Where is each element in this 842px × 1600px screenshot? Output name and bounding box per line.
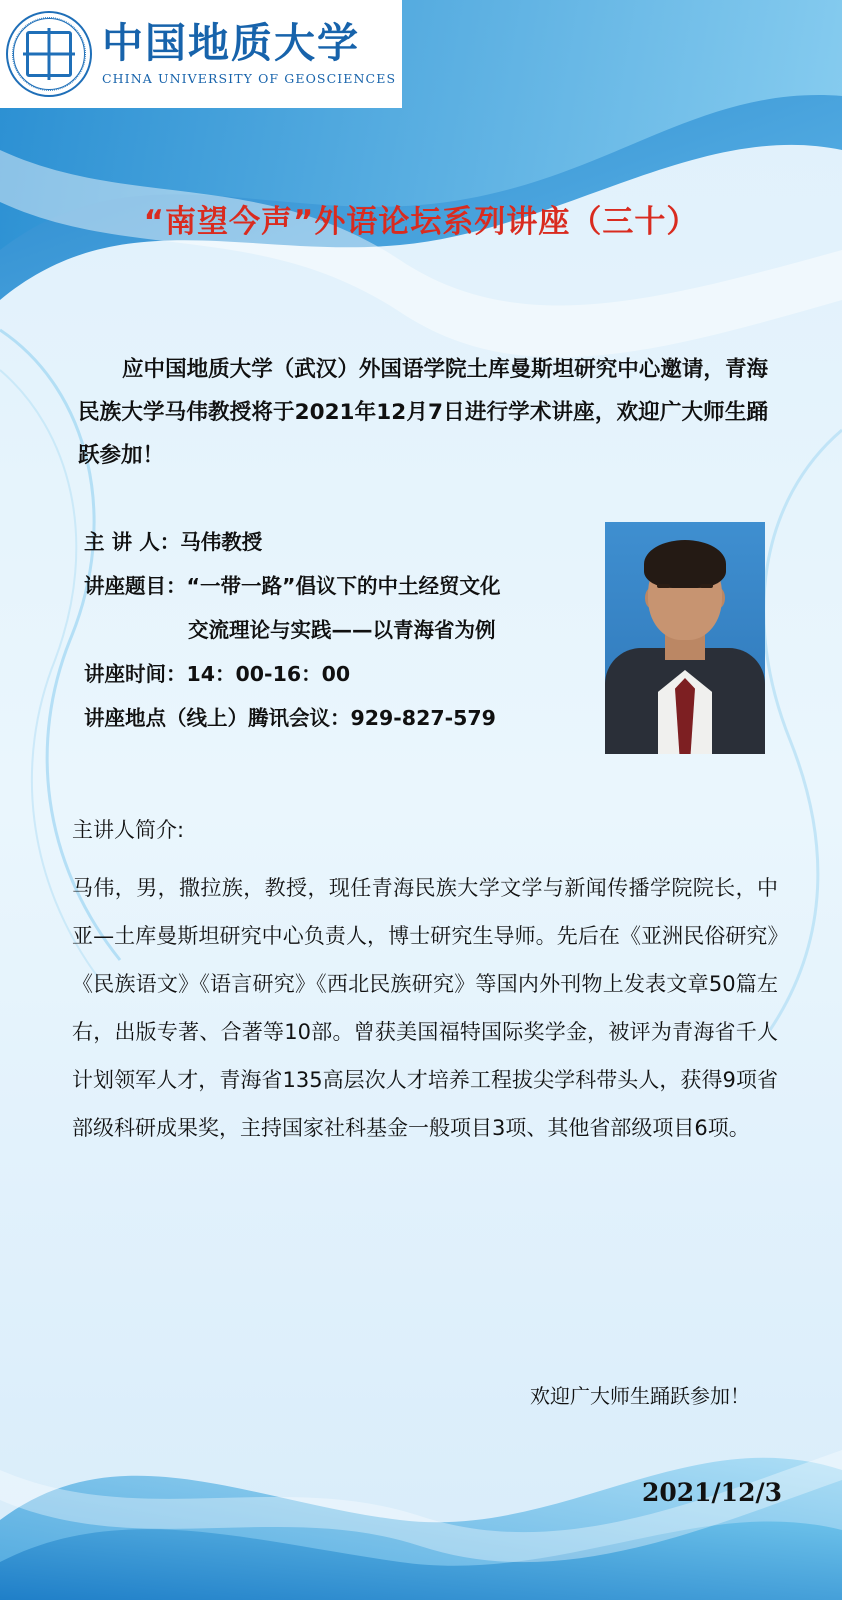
topic-value-line2: 交流理论与实践——以青海省为例 bbox=[188, 618, 496, 642]
university-seal-icon bbox=[6, 11, 92, 97]
speaker-value: 马伟教授 bbox=[180, 530, 263, 554]
university-name-cn: 中国地质大学 bbox=[102, 19, 360, 68]
detail-row-topic-continued bbox=[84, 608, 604, 652]
speaker-label: 主 讲 人： bbox=[84, 530, 181, 554]
detail-row-speaker bbox=[84, 520, 604, 564]
bio-heading: 主讲人简介: bbox=[72, 818, 185, 842]
publish-date: 2021/12/3 bbox=[641, 1478, 782, 1507]
university-name-en: CHINA UNIVERSITY OF GEOSCIENCES bbox=[102, 70, 397, 86]
time-label: 讲座时间： bbox=[84, 662, 187, 686]
detail-row-place bbox=[84, 696, 604, 740]
topic-value: “一带一路”倡议下的中土经贸文化 bbox=[186, 574, 501, 598]
page-title: “南望今声”外语论坛系列讲座（三十） bbox=[143, 204, 699, 240]
university-name-block bbox=[102, 19, 397, 86]
place-label: 讲座地点（线上） bbox=[84, 706, 248, 730]
welcome-note: 欢迎广大师生踊跃参加！ bbox=[530, 1384, 750, 1408]
detail-row-time bbox=[84, 652, 604, 696]
speaker-portrait bbox=[605, 522, 765, 754]
detail-row-topic bbox=[84, 564, 604, 608]
university-logo-band bbox=[0, 0, 402, 108]
intro-paragraph: 应中国地质大学（武汉）外国语学院土库曼斯坦研究中心邀请，青海民族大学马伟教授将于2021年12月7日进行学术讲座，欢迎广大师生踊跃参加！ bbox=[78, 357, 768, 468]
place-value: 腾讯会议：929-827-579 bbox=[248, 706, 496, 730]
topic-label: 讲座题目： bbox=[84, 574, 187, 598]
lecture-details bbox=[84, 520, 604, 740]
bio-body: 马伟，男，撒拉族，教授，现任青海民族大学文学与新闻传播学院院长，中亚—土库曼斯坦研究中心负责人，博士研究生导师。先后在《亚洲民俗研究》《民族语文》《语言研究》《西北民族研究》等国内外刊物上发表文章50篇左右，出版专著、合著等10部。曾获美国福特国际奖学金，被评为青海省千人计划领军人才，青海省135高层次人才培养工程拔尖学科带头人，获得9项省部级科研成果奖，主持国家社科基金一般项目3项、其他省部级项目6项。 bbox=[72, 876, 778, 1140]
time-value: 14：00-16：00 bbox=[186, 662, 351, 686]
